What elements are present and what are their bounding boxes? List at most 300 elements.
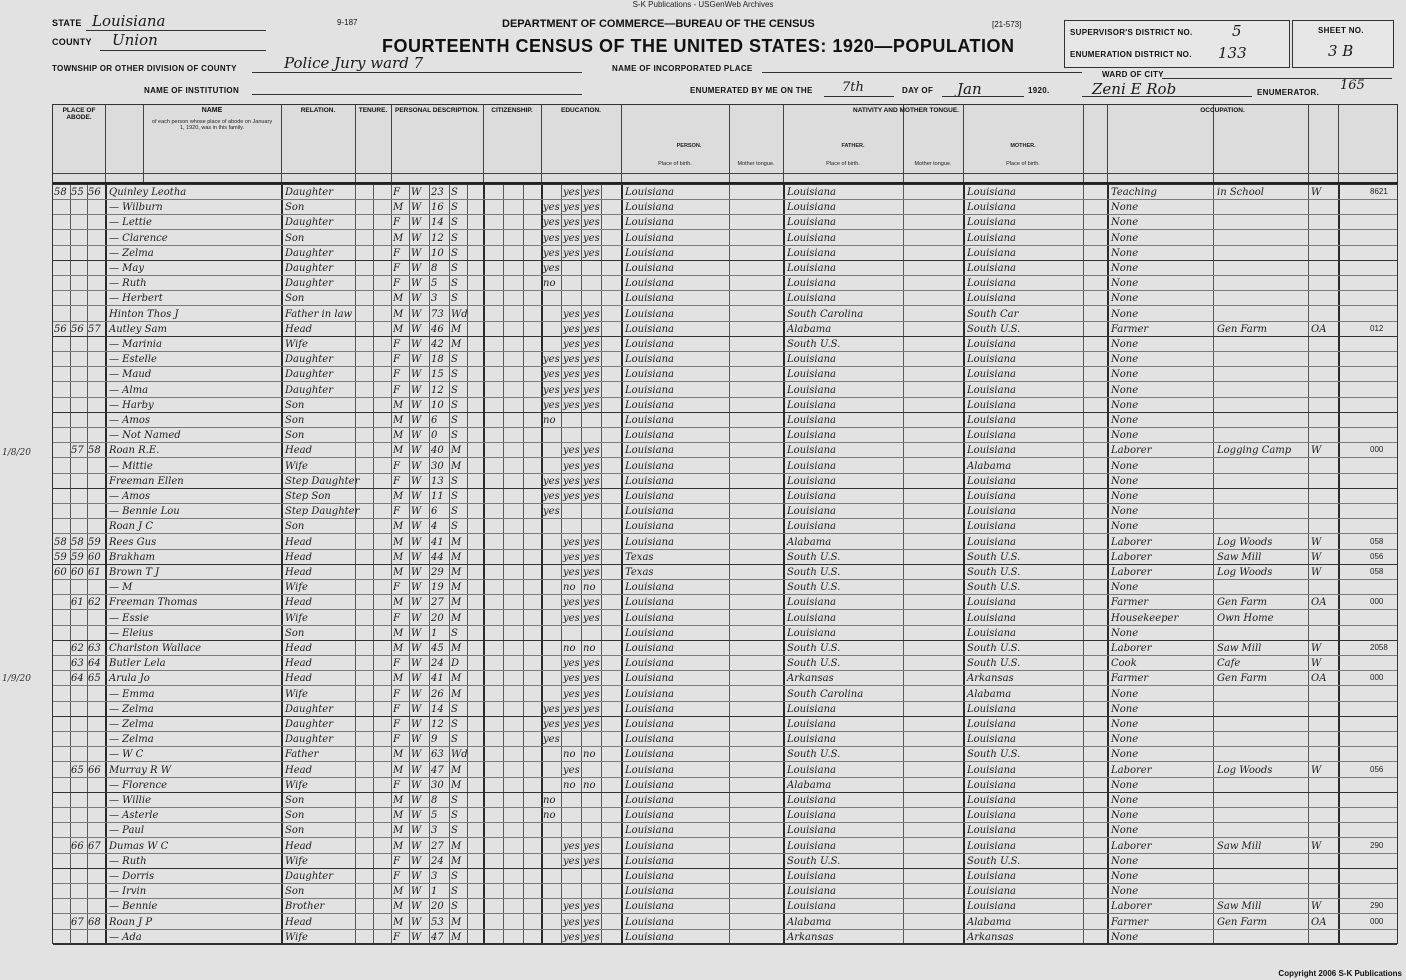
cell-ms: S [451, 354, 458, 366]
table-row [53, 732, 1397, 747]
cell-mpob: South U.S. [967, 855, 1021, 867]
cell-dw [54, 671, 70, 686]
cell-vi [88, 398, 104, 413]
cell-sch: yes [543, 217, 560, 229]
cell-dw [54, 489, 70, 504]
table-row [53, 261, 1397, 276]
cell-race: W [411, 551, 422, 563]
cell-dw: 58 [54, 536, 67, 548]
cell-occ: Laborer [1111, 840, 1152, 852]
table-row [53, 307, 1397, 322]
cell-sex: M [393, 491, 404, 502]
cell-sch: yes [543, 719, 560, 730]
cell-dw [54, 367, 70, 382]
cell-wr: yes [583, 719, 600, 730]
cell-mpob: Louisiana [967, 825, 1016, 837]
cell-sch [543, 763, 561, 778]
cell-fpob: Alabama [787, 323, 832, 335]
cell-sex: F [393, 703, 400, 715]
cell-pob: Louisiana [625, 855, 674, 867]
sheet-value: 3 B [1328, 42, 1354, 60]
cell-ms: M [451, 779, 462, 791]
cell-age: 30 [431, 779, 444, 791]
cell-name: — Bennie [109, 901, 158, 913]
cell-age: 12 [431, 232, 444, 244]
cell-dw [54, 763, 70, 778]
cell-fpob: Louisiana [787, 627, 836, 639]
cell-ind: Log Woods [1217, 764, 1273, 776]
cell-fa [71, 702, 87, 717]
cell-fpob: Louisiana [787, 764, 836, 776]
cell-name: — Maud [109, 369, 152, 381]
cell-occ: Farmer [1111, 323, 1149, 335]
cell-fa [71, 899, 87, 914]
cell-ind [1217, 352, 1307, 367]
cell-vi [88, 687, 104, 702]
cell-race: W [411, 810, 422, 822]
cell-ms: S [451, 521, 458, 533]
margin-note-right: 056 [1370, 551, 1384, 561]
cell-sch [543, 747, 561, 762]
cell-wr: no [583, 749, 596, 761]
cell-ms: S [451, 430, 458, 442]
cell-age: 13 [431, 475, 444, 487]
cell-name: Quinley Leotha [109, 187, 187, 198]
cell-vi [88, 428, 104, 443]
cell-ms: S [451, 719, 458, 730]
cell-vi: 60 [88, 551, 101, 563]
cell-fpob: Louisiana [787, 612, 836, 624]
cell-vi [88, 778, 104, 793]
township-value: Police Jury ward 7 [284, 54, 424, 72]
cell-ms: M [451, 612, 462, 624]
cell-wr [583, 823, 601, 838]
cell-occ: None [1111, 506, 1139, 518]
cell-fpob: South Carolina [787, 308, 864, 320]
cell-fa: 59 [71, 551, 84, 563]
cell-occ: Teaching [1111, 187, 1157, 198]
cell-sex: F [393, 247, 400, 259]
table-row [53, 671, 1397, 686]
cell-rd: yes [563, 840, 580, 852]
cell-rel: Step Daughter [285, 506, 360, 518]
cell-sch [543, 307, 561, 322]
cell-fpob: Louisiana [787, 597, 836, 609]
cell-fpob: Louisiana [787, 901, 836, 913]
cell-sch [543, 687, 561, 702]
cell-ms: M [451, 643, 462, 654]
cell-name: Brakham [109, 551, 156, 563]
cell-rel: Head [285, 673, 313, 685]
cell-fpob: Louisiana [787, 871, 836, 882]
cell-sch: no [543, 795, 556, 806]
cell-sch [543, 459, 561, 474]
cell-age: 47 [431, 931, 444, 943]
enumerated-day: 7th [842, 80, 864, 95]
cell-cls [1311, 747, 1337, 762]
cell-fpob: Louisiana [787, 840, 836, 852]
cell-dw [54, 656, 70, 671]
cell-fpob: South U.S. [787, 551, 841, 563]
cell-fa [71, 261, 87, 276]
cell-occ: Laborer [1111, 643, 1152, 654]
cell-wr [583, 808, 601, 823]
cell-dw: 60 [54, 567, 67, 578]
cell-rd: yes [563, 323, 580, 335]
cell-pob: Louisiana [625, 825, 674, 837]
cell-occ: Laborer [1111, 764, 1152, 776]
cell-race: W [411, 886, 422, 898]
cell-sex: F [393, 871, 400, 882]
cell-sex: F [393, 187, 400, 198]
cell-occ: Farmer [1111, 597, 1149, 609]
cell-fpob: Louisiana [787, 247, 836, 259]
table-row [53, 687, 1397, 702]
cell-ind [1217, 489, 1307, 504]
cell-sch: yes [543, 369, 560, 381]
cell-fpob: Arkansas [787, 673, 834, 685]
cell-ind: Own Home [1217, 612, 1274, 624]
cell-wr: yes [583, 384, 600, 396]
cell-cls: W [1311, 187, 1322, 198]
cell-rd: yes [563, 597, 580, 609]
cell-occ: None [1111, 278, 1139, 290]
cell-rel: Wife [285, 688, 308, 700]
cell-ind: Gen Farm [1217, 673, 1268, 685]
cell-ms: M [451, 445, 462, 457]
name-header: NAME [201, 107, 223, 114]
cell-age: 11 [431, 491, 444, 502]
cell-fa: 56 [71, 323, 84, 335]
cell-age: 8 [431, 795, 438, 806]
cell-pob: Louisiana [625, 749, 674, 761]
cell-occ: None [1111, 749, 1139, 761]
cell-vi [88, 626, 104, 641]
cell-sex: M [393, 536, 404, 548]
cell-rd [563, 884, 581, 899]
cell-dw [54, 428, 70, 443]
cell-sch: yes [543, 703, 560, 715]
cell-sch [543, 656, 561, 671]
cell-race: W [411, 521, 422, 533]
cell-race: W [411, 415, 422, 426]
cell-occ: Farmer [1111, 916, 1149, 928]
cell-fa: 61 [71, 597, 84, 609]
cell-rd: yes [563, 491, 580, 502]
cell-ms: Wd [451, 308, 468, 320]
cell-age: 53 [431, 916, 444, 928]
cell-wr: no [583, 582, 596, 594]
cell-ind [1217, 823, 1307, 838]
cell-mpob: Louisiana [967, 445, 1016, 457]
cell-pob: Louisiana [625, 871, 674, 882]
cell-race: W [411, 688, 422, 700]
cell-rel: Head [285, 764, 313, 776]
cell-age: 24 [431, 855, 444, 867]
cell-fa: 67 [71, 916, 84, 928]
table-row [53, 611, 1397, 626]
cell-wr: yes [583, 399, 600, 411]
cell-fa [71, 413, 87, 428]
table-row [53, 398, 1397, 413]
cell-vi [88, 246, 104, 261]
cell-pob: Louisiana [625, 232, 674, 244]
cell-fa [71, 383, 87, 398]
cell-age: 0 [431, 430, 438, 442]
cell-cls: W [1311, 840, 1322, 852]
cell-dw [54, 519, 70, 534]
personal-header: PERSONAL DESCRIPTION. [394, 107, 480, 114]
cell-rd: yes [563, 551, 580, 563]
cell-pob: Louisiana [625, 217, 674, 229]
cell-sex: M [393, 293, 404, 305]
cell-mpob: Louisiana [967, 263, 1016, 274]
cell-wr: yes [583, 475, 600, 487]
cell-fpob: Louisiana [787, 202, 836, 214]
county-value: Union [112, 31, 158, 49]
cell-pob: Texas [625, 551, 654, 563]
cell-pob: Louisiana [625, 886, 674, 898]
cell-race: W [411, 263, 422, 274]
cell-age: 45 [431, 643, 444, 654]
cell-rel: Father in law [285, 308, 353, 320]
cell-cls [1311, 504, 1337, 519]
cell-race: W [411, 369, 422, 381]
cell-sex: F [393, 460, 400, 472]
cell-age: 47 [431, 764, 444, 776]
cell-name: — Lettie [109, 217, 152, 229]
cell-sex: F [393, 582, 400, 594]
cell-sex: M [393, 749, 404, 761]
cell-fpob: Arkansas [787, 931, 834, 943]
cell-cls [1311, 398, 1337, 413]
cell-occ: None [1111, 339, 1139, 350]
cell-occ: None [1111, 734, 1139, 746]
table-row [53, 656, 1397, 671]
cell-ms: M [451, 460, 462, 472]
table-row [53, 413, 1397, 428]
cell-rel: Step Daughter [285, 475, 360, 487]
cell-race: W [411, 825, 422, 837]
cell-pob: Louisiana [625, 764, 674, 776]
cell-pob: Louisiana [625, 931, 674, 943]
cell-occ: None [1111, 369, 1139, 381]
cell-vi [88, 854, 104, 869]
cell-age: 44 [431, 551, 444, 563]
cell-ms: S [451, 202, 458, 214]
cell-dw [54, 352, 70, 367]
cell-fa [71, 747, 87, 762]
cell-wr [583, 793, 601, 808]
cell-race: W [411, 795, 422, 806]
cell-ms: S [451, 263, 458, 274]
cell-fa [71, 428, 87, 443]
cell-occ: Laborer [1111, 567, 1152, 578]
cell-age: 9 [431, 734, 438, 746]
cell-vi [88, 793, 104, 808]
cell-cls: W [1311, 445, 1322, 457]
table-row [53, 519, 1397, 534]
cell-occ: None [1111, 415, 1139, 426]
cell-occ: None [1111, 247, 1139, 259]
cell-fa [71, 611, 87, 626]
cell-sch: no [543, 278, 556, 290]
cell-rd: yes [563, 354, 580, 366]
cell-fa [71, 504, 87, 519]
cell-wr: yes [583, 931, 600, 943]
cell-ind [1217, 626, 1307, 641]
cell-rd: yes [563, 855, 580, 867]
cell-ind [1217, 367, 1307, 382]
cell-occ: None [1111, 855, 1139, 867]
cell-rel: Head [285, 916, 313, 928]
cell-race: W [411, 536, 422, 548]
cell-name: — Ruth [109, 278, 147, 290]
cell-fpob: Louisiana [787, 475, 836, 487]
cell-wr: yes [583, 703, 600, 715]
cell-rel: Son [285, 399, 305, 411]
cell-vi [88, 747, 104, 762]
cell-fa [71, 489, 87, 504]
cell-mpob: Louisiana [967, 810, 1016, 822]
cell-dw [54, 231, 70, 246]
cell-race: W [411, 399, 422, 411]
cell-wr: yes [583, 688, 600, 700]
cell-ind [1217, 687, 1307, 702]
cell-race: W [411, 430, 422, 442]
margin-note-right: 2058 [1370, 643, 1388, 652]
cell-dw [54, 474, 70, 489]
cell-sch: yes [543, 491, 560, 502]
cell-ind [1217, 231, 1307, 246]
cell-mpob: South U.S. [967, 582, 1021, 594]
margin-note-left: 1/9/20 [2, 674, 31, 684]
cell-occ: None [1111, 308, 1139, 320]
cell-name: — Not Named [109, 430, 181, 442]
cell-wr: yes [583, 491, 600, 502]
cell-fpob: Louisiana [787, 521, 836, 533]
cell-fpob: Louisiana [787, 399, 836, 411]
cell-ind: Cafe [1217, 658, 1241, 670]
cell-mpob: Louisiana [967, 491, 1016, 502]
cell-wr [583, 763, 601, 778]
cell-fa: 55 [71, 187, 84, 198]
cell-wr: yes [583, 840, 600, 852]
cell-fa: 62 [71, 643, 84, 654]
cell-rel: Son [285, 202, 305, 214]
cell-cls [1311, 459, 1337, 474]
cell-occ: None [1111, 399, 1139, 411]
cell-wr: yes [583, 673, 600, 685]
cell-mpob: South U.S. [967, 567, 1021, 578]
cell-age: 27 [431, 597, 444, 609]
cell-mpob: South U.S. [967, 658, 1021, 670]
cell-cls [1311, 778, 1337, 793]
cell-fpob: Louisiana [787, 263, 836, 274]
cell-pob: Louisiana [625, 339, 674, 350]
cell-dw: 58 [54, 187, 67, 198]
cell-race: W [411, 339, 422, 350]
cell-race: W [411, 734, 422, 746]
table-row [53, 474, 1397, 489]
cell-vi [88, 337, 104, 352]
cell-fpob: Louisiana [787, 825, 836, 837]
cell-ms: S [451, 810, 458, 822]
cell-ind: in School [1217, 187, 1264, 198]
cell-pob: Louisiana [625, 369, 674, 381]
cell-cls [1311, 687, 1337, 702]
cell-name: — Alma [109, 384, 149, 396]
margin-note-left: 1/8/20 [2, 448, 31, 458]
cell-fpob: South U.S. [787, 749, 841, 761]
cell-age: 27 [431, 840, 444, 852]
cell-pob: Louisiana [625, 278, 674, 290]
cell-rd: yes [563, 202, 580, 214]
cell-sch [543, 915, 561, 930]
cell-vi: 59 [88, 536, 101, 548]
enumerated-label: ENUMERATED BY ME ON THE [690, 86, 813, 95]
cell-vi [88, 459, 104, 474]
cell-vi [88, 383, 104, 398]
cell-ind: Saw Mill [1217, 643, 1262, 654]
cell-mpob: Louisiana [967, 901, 1016, 913]
margin-note-right: 290 [1370, 840, 1384, 850]
cell-wr: yes [583, 855, 600, 867]
cell-name: Charlston Wallace [109, 643, 202, 654]
cell-rd: yes [563, 384, 580, 396]
cell-vi [88, 291, 104, 306]
cell-pob: Louisiana [625, 354, 674, 366]
cell-ms: M [451, 597, 462, 609]
cell-wr: yes [583, 551, 600, 563]
cell-vi: 65 [88, 673, 101, 685]
name-subheader: of each person whose place of abode on January 1, 1920, was in this family. [151, 119, 273, 131]
cell-ms: S [451, 734, 458, 746]
cell-rel: Wife [285, 339, 308, 350]
cell-fpob: Louisiana [787, 293, 836, 305]
table-row [53, 808, 1397, 823]
cell-age: 10 [431, 399, 444, 411]
cell-mpob: Louisiana [967, 764, 1016, 776]
margin-note-right: 000 [1370, 445, 1384, 455]
table-row [53, 322, 1397, 337]
corner-number: 165 [1340, 78, 1365, 93]
cell-fa [71, 398, 87, 413]
cell-pob: Louisiana [625, 703, 674, 715]
cell-mpob: Louisiana [967, 840, 1016, 852]
cell-wr: yes [583, 612, 600, 624]
cell-age: 18 [431, 354, 444, 366]
cell-rd [563, 808, 581, 823]
cell-sex: F [393, 369, 400, 381]
cell-fa [71, 200, 87, 215]
cell-age: 3 [431, 871, 438, 882]
cell-ms: D [451, 658, 460, 670]
institution-label: NAME OF INSTITUTION [144, 86, 240, 95]
cell-dw [54, 276, 70, 291]
cell-name: — Marinia [109, 339, 162, 350]
cell-pob: Louisiana [625, 521, 674, 533]
cell-name: — Asterle [109, 810, 159, 822]
cell-race: W [411, 187, 422, 198]
table-row [53, 504, 1397, 519]
cell-race: W [411, 308, 422, 320]
cell-sch: yes [543, 232, 560, 244]
cell-rel: Daughter [285, 703, 333, 715]
margin-note-right: 000 [1370, 916, 1384, 926]
cell-ms: S [451, 825, 458, 837]
cell-vi [88, 276, 104, 291]
